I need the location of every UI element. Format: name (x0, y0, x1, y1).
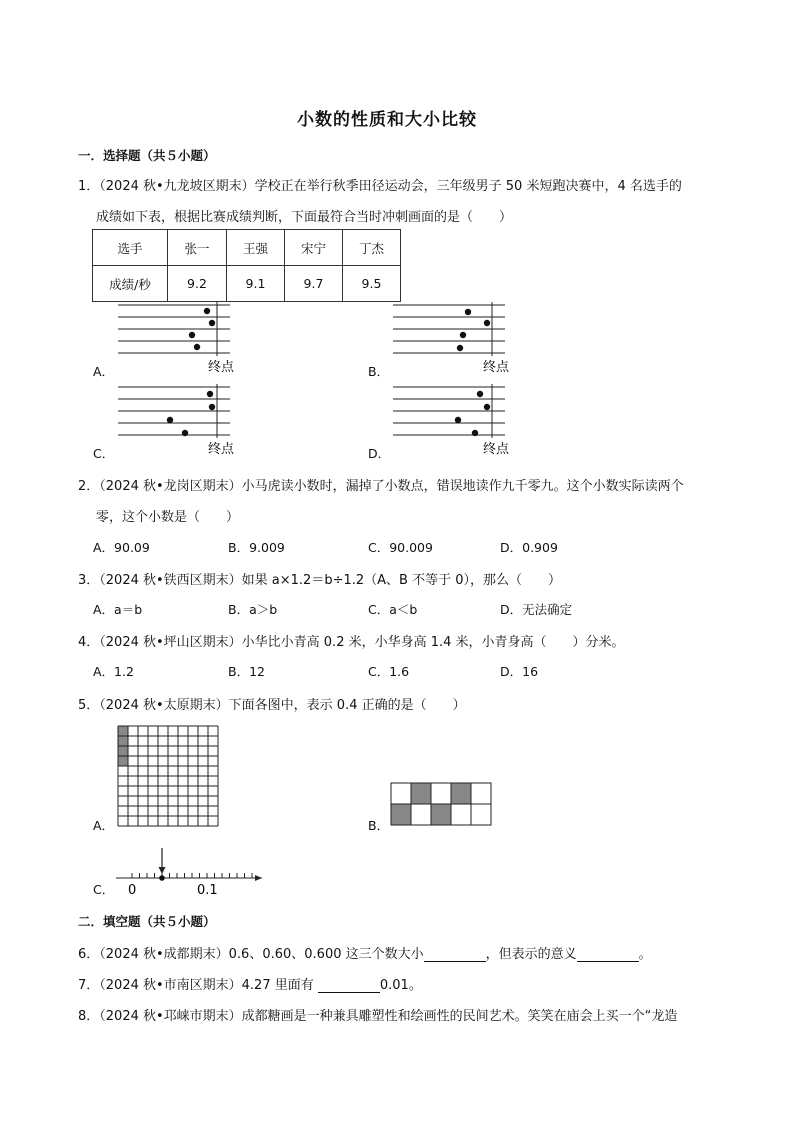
runner-dot (207, 391, 213, 397)
table-cell: 王强 (227, 230, 285, 266)
finish-label: 终点 (483, 360, 510, 375)
runner-dot (472, 430, 478, 436)
strip-cell (471, 804, 491, 825)
runner-dot (189, 332, 195, 338)
q1-score-table-wrap (92, 229, 401, 302)
q1-score-table (92, 229, 401, 302)
table-cell: 成绩/秒 (93, 266, 168, 302)
q5-option-b-label: B． (368, 818, 390, 833)
q1-race-diagram-a (115, 300, 245, 376)
grid-shaded-cell (118, 746, 128, 756)
q8-text-line1: 8．（2024 秋•邛崃市期末）成都糖画是一种兼具雕塑性和绘画性的民间艺术。笑笑在庙会上买一个“龙造 (78, 1009, 678, 1024)
q4-option-a: A．1.2 (93, 664, 134, 679)
runner-dot (209, 320, 215, 326)
q1-option-b-label: B． (368, 364, 390, 379)
table-cell: 丁杰 (343, 230, 401, 266)
q4-option-d: D．16 (500, 664, 539, 679)
strip-cell (451, 783, 471, 804)
strip-cell (391, 783, 411, 804)
strip-cell (431, 783, 451, 804)
number-line-label: 0.1 (197, 883, 218, 896)
strip-cell (411, 804, 431, 825)
q1-option-a-label: A． (93, 364, 115, 379)
q3-option-b: B．a＞b (228, 602, 278, 617)
runner-dot (457, 345, 463, 351)
grid-shaded-cell (118, 736, 128, 746)
strip-cell (451, 804, 471, 825)
q1-option-d-label: D． (368, 446, 391, 461)
runner-dot (477, 391, 483, 397)
q3-text-line1: 3．（2024 秋•铁西区期末）如果 a×1.2＝b÷1.2（A、B 不等于 0），那么（ ） (78, 573, 561, 588)
q7-blank[interactable] (318, 978, 380, 993)
table-cell: 选手 (93, 230, 168, 266)
q1-race-diagram-d (390, 382, 520, 458)
q2-option-a: A．90.09 (93, 540, 150, 555)
grid-shaded-cell (118, 756, 128, 766)
q4-text-line1: 4．（2024 秋•坪山区期末）小华比小青高 0.2 米，小华身高 1.4 米，小青身高（ ）分米。 (78, 635, 625, 650)
table-cell: 宋宁 (285, 230, 343, 266)
q7-text-after: 0.01。 (379, 978, 422, 993)
q3-option-d: D．无法确定 (500, 602, 573, 617)
table-header-row (93, 230, 401, 266)
q1-text-line2: 成绩如下表，根据比赛成绩判断，下面最符合当时冲刺画面的是（ ） (96, 210, 513, 225)
runner-dot (209, 404, 215, 410)
q7-text-before: 7．（2024 秋•市南区期末）4.27 里面有 (78, 978, 318, 993)
q7-text (78, 974, 422, 993)
q2-option-c: C．90.009 (368, 540, 433, 555)
runner-dot (484, 320, 490, 326)
runner-dot (465, 309, 471, 315)
table-cell: 9.5 (343, 266, 401, 302)
number-line-arrowhead (255, 875, 262, 881)
table-cell: 9.7 (285, 266, 343, 302)
q6-text-middle: ，但表示的意义 (485, 947, 577, 962)
section-heading-choice: 一．选择题（共５小题） (78, 148, 216, 163)
q5-option-a-label: A． (93, 818, 115, 833)
runner-dot (182, 430, 188, 436)
runner-dot (455, 417, 461, 423)
q1-race-diagram-b (390, 300, 520, 376)
strip-cell (471, 783, 491, 804)
down-arrow-icon (159, 867, 166, 874)
q2-text-line1: 2．（2024 秋•龙岗区期末）小马虎读小数时，漏掉了小数点，错误地读作九千零九。这个小数实际读两个 (78, 479, 684, 494)
table-cell: 9.1 (227, 266, 285, 302)
table-cell: 9.2 (168, 266, 227, 302)
q5-hundred-grid (117, 725, 219, 827)
q6-blank-1[interactable] (424, 947, 486, 962)
page-title: 小数的性质和大小比较 (297, 110, 477, 130)
finish-label: 终点 (208, 360, 235, 375)
section-heading-fill: 二．填空题（共５小题） (78, 914, 216, 929)
strip-cell (411, 783, 431, 804)
q2-text-line2: 零，这个小数是（ ） (96, 510, 240, 525)
grid-shaded-cell (118, 726, 128, 736)
q1-text-line1: 1．（2024 秋•九龙坡区期末）学校正在举行秋季田径运动会，三年级男子 50 米短跑决赛中，4 名选手的 (78, 179, 682, 194)
q6-text-after: 。 (638, 947, 652, 962)
q5-option-c-label: C． (93, 882, 115, 897)
q6-text (78, 943, 652, 962)
q5-text-line1: 5．（2024 秋•太原期末）下面各图中，表示 0.4 正确的是（ ） (78, 698, 466, 713)
runner-dot (460, 332, 466, 338)
q5-strip-diagram (390, 782, 494, 827)
q5-number-line (114, 846, 270, 896)
q2-option-d: D．0.909 (500, 540, 558, 555)
q2-option-b: B．9.009 (228, 540, 285, 555)
finish-label: 终点 (483, 442, 510, 457)
q4-option-c: C．1.6 (368, 664, 410, 679)
table-row (93, 266, 401, 302)
number-line-label: 0 (128, 883, 137, 896)
runner-dot (167, 417, 173, 423)
q3-option-a: A．a＝b (93, 602, 143, 617)
q6-blank-2[interactable] (577, 947, 639, 962)
q1-race-diagram-c (115, 382, 245, 458)
q3-option-c: C．a＜b (368, 602, 418, 617)
q1-option-c-label: C． (93, 446, 115, 461)
finish-label: 终点 (208, 442, 235, 457)
table-cell: 张一 (168, 230, 227, 266)
strip-cell (431, 804, 451, 825)
runner-dot (204, 308, 210, 314)
q4-option-b: B．12 (228, 664, 265, 679)
strip-cell (391, 804, 411, 825)
q6-text-before: 6．（2024 秋•成都期末）0.6、0.60、0.600 这三个数大小 (78, 947, 424, 962)
number-line-point (159, 875, 165, 881)
runner-dot (484, 404, 490, 410)
runner-dot (194, 344, 200, 350)
